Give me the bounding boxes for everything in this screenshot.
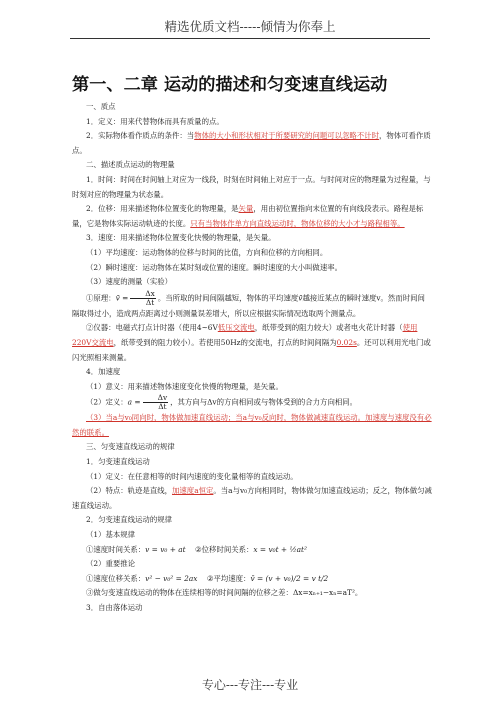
paragraph: （2）重要推论 (86, 559, 136, 569)
header-rule (70, 38, 430, 39)
paragraph: 3．速度：用来描述物体位置变化快慢的物理量，是矢量。 (86, 233, 276, 243)
paragraph: （1）平均速度：运动物体的位移与时间的比值，方向和位移的方向相同。 (86, 247, 328, 257)
paragraph: ③做匀变速直线运动的物体在连续相等的时间间隔的位移之差：Δx=xₙ₊₁−xₙ=aT²。 (86, 588, 363, 598)
paragraph: ①原理：v̄ = $\frac{\Delta x}{\Delta t}$ 。当所取的时间间隔越短，物体的平均速度v̄越接近某点的瞬时速度v。然而时间间隔取得过小，造成两点距离过小则测量误差增大，所以应根据实际情况选取两个测量点。 (72, 288, 425, 318)
section-heading: 一、质点 (86, 102, 116, 111)
paragraph: （1）定义：在任意相等的时间内速度的变化量相等的直线运动。 (86, 471, 298, 481)
section-heading: 三、匀变速直线运动的规律 (86, 442, 175, 452)
paragraph: 1．时间：时间在时间轴上对应为一线段，时刻在时间轴上对应于一点。与时间对应的物理量为过程量，与时刻对应的物理量为状态量。 (72, 174, 431, 199)
paragraph: 3．自由落体运动 (86, 603, 143, 612)
formula-line: ①速度时间关系：v = v₀ + at ②位移时间关系：x = v₀t + ½at² (86, 544, 307, 554)
document-body (72, 100, 432, 616)
velocity-time-formula: v = v₀ + at (145, 544, 186, 554)
paragraph: （1）基本规律 (86, 530, 136, 540)
paragraph: 2．实际物体看作质点的条件：当物体的大小和形状相对于所要研究的问题可以忽略不计时，物体可看作质点。 (72, 131, 431, 155)
highlight-paragraph: （3）当a与v₀同向时，物体做加速直线运动；当a与v₀反向时，物体做减速直线运动。加速度与速度没有必然的联系。 (72, 413, 432, 437)
paragraph: （3）速度的测量（实验） (86, 277, 173, 287)
highlight-text: 物体的大小和形状相对于所要研究的问题可以忽略不计时 (194, 131, 379, 141)
paragraph: （2）特点：轨迹是直线，加速度a恒定。当a与v₀方向相同时，物体做匀加速直线运动；反之，物体做匀减速直线运动。 (72, 486, 432, 510)
formula-line: ①速度位移关系：v² − v₀² = 2ax ②平均速度：v̄ = (v + v₀)/2 = v t/2 (86, 573, 329, 583)
acceleration-formula: $\frac{\Delta v}{\Delta t}$ (143, 394, 169, 411)
highlight-text: 低压交流电 (217, 323, 255, 333)
page-footer: 专心---专注---专业 (201, 678, 299, 692)
paragraph: 2．匀变速直线运动的规律 (86, 515, 173, 525)
average-velocity-formula: v̄ = (v + v₀)/2 = v t/2 (250, 573, 329, 583)
paragraph: （2）定义：a = $\frac{\Delta v}{\Delta t}$ ，其方向与Δv的方向相同或与物体受到的合力方向相同。 (86, 393, 358, 412)
highlight-text: 矢量 (238, 204, 254, 214)
paragraph: 2．位移：用来描述物体位置变化的物理量，是矢量，用由初位置指向末位置的有向线段表示。路程是标量，它是物体实际运动轨迹的长度。只有当物体作单方向直线运动时，物体位移的大小才与路程相等。 (72, 204, 424, 228)
page-header: 精选优质文档-----倾情为你奉上 (164, 19, 336, 34)
paragraph: （2）瞬时速度：运动物体在某时刻或位置的速度。瞬时速度的大小叫做速率。 (86, 262, 342, 272)
paragraph: （1）意义：用来描述物体速度变化快慢的物理量，是矢量。 (86, 381, 283, 391)
paragraph: 1．定义：用来代替物体而具有质量的点。 (86, 116, 224, 126)
paragraph: ②仪器：电磁式打点计时器（使用4~6V低压交流电，纸带受到的阻力较大）或者电火花计时器（使用220V交流电，纸带受到的阻力较小）。若使用50Hz的交流电，打点的时间间隔为0.02s。还可以利用光电门或闪光照相来测量。 (72, 323, 431, 362)
highlight-text: 只有当物体作单方向直线运动时，物体位移的大小才与路程相等。 (190, 218, 405, 228)
highlight-text: 加速度a恒定 (172, 486, 214, 496)
velocity-formula: $\frac{\Delta x}{\Delta t}$ (130, 290, 156, 307)
displacement-time-formula: x = v₀t + ½at² (253, 544, 307, 554)
highlight-text: 使用220V交流电 (72, 323, 418, 347)
highlight-text: 0.02s (336, 337, 357, 347)
paragraph: 4．加速度 (86, 367, 121, 377)
section-heading: 二、描述质点运动的物理量 (86, 160, 175, 170)
page-title: 第一、二章 运动的描述和匀变速直线运动 (72, 75, 388, 95)
velocity-displacement-formula: v² − v₀² = 2ax (145, 573, 198, 583)
paragraph: 1．匀变速直线运动 (86, 457, 150, 467)
